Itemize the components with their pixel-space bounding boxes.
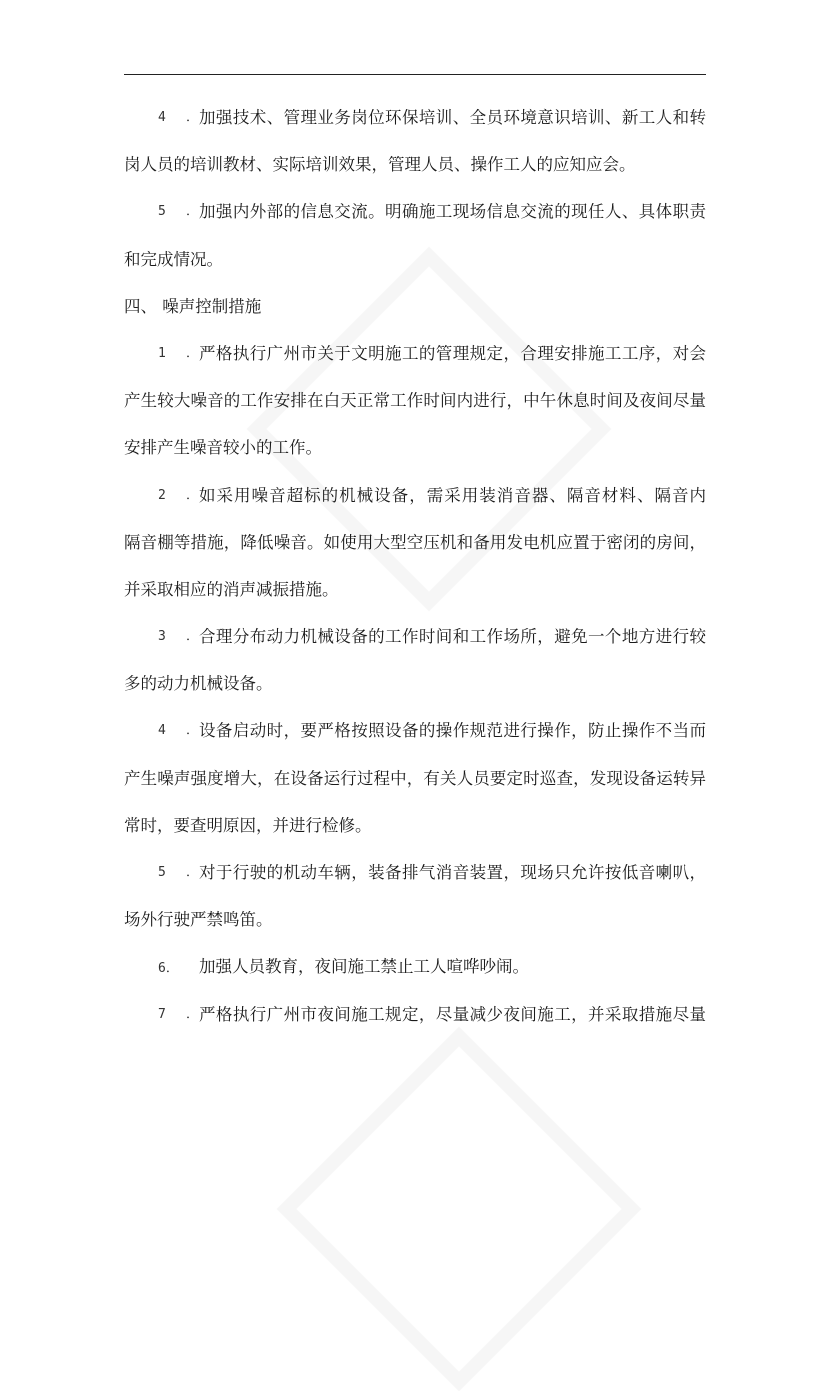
list-number: 7． [158,1006,199,1022]
paragraph-line: 隔音棚等措施，降低噪音。如使用大型空压机和备用发电机应置于密闭的房间， [124,532,706,552]
paragraph-line [124,188,706,235]
paragraph-text: 加强内外部的信息交流。明确施工现场信息交流的现任人、具体职责 [199,202,706,222]
list-number: 6． [158,961,179,977]
section-heading: 四、 噪声控制措施 [124,296,262,316]
paragraph-line [124,707,706,754]
document-body [124,94,706,1038]
paragraph-line: 常时，要查明原因，并进行检修。 [124,815,372,835]
paragraph-text: 合理分布动力机械设备的工作时间和工作场所，避免一个地方进行较 [199,627,706,647]
paragraph-text: 严格执行广州市关于文明施工的管理规定，合理安排施工工序，对会 [199,343,706,363]
watermark [277,1027,642,1391]
list-number: 3． [158,629,199,645]
paragraph-text: 加强人员教育，夜间施工禁止工人喧哗吵闹。 [199,957,529,977]
paragraph-line: 场外行驶严禁鸣笛。 [124,910,273,930]
list-number: 5． [158,865,199,880]
paragraph-text: 对于行驶的机动车辆，装备排气消音装置，现场只允许按低音喇叭， [199,863,706,882]
paragraph-line [124,94,706,141]
paragraph-line: 安排产生噪音较小的工作。 [124,438,322,458]
paragraph-text: 如采用噪音超标的机械设备，需采用装消音器、隔音材料、隔音内 [199,485,706,505]
list-number: 5． [158,204,199,220]
list-number: 1． [158,345,199,361]
paragraph-line [124,613,706,660]
list-number: 2． [158,487,199,503]
paragraph-text: 严格执行广州市夜间施工规定，尽量减少夜间施工，并采取措施尽量 [199,1004,706,1024]
paragraph-line: 岗人员的培训教材、实际培训效果，管理人员、操作工人的应知应会。 [124,155,636,175]
paragraph-line [124,472,706,519]
paragraph-line [124,849,706,896]
paragraph-text: 设备启动时，要严格按照设备的操作规范进行操作，防止操作不当而 [199,721,706,741]
paragraph-line: 产生噪声强度增大，在设备运行过程中，有关人员要定时巡查，发现设备运转异 [124,768,706,788]
list-number: 4． [158,110,199,125]
paragraph-line: 多的动力机械设备。 [124,674,273,694]
paragraph-line: 和完成情况。 [124,249,223,269]
paragraph-text: 加强技术、管理业务岗位环保培训、全员环境意识培训、新工人和转 [199,108,706,127]
header-rule [124,74,706,75]
paragraph-line: 产生较大噪音的工作安排在白天正常工作时间内进行，中午休息时间及夜间尽量 [124,391,706,411]
paragraph-line [124,943,706,990]
list-number: 4． [158,723,199,739]
paragraph-line [124,991,706,1038]
paragraph-line [124,330,706,377]
paragraph-line: 并采取相应的消声减振措施。 [124,579,339,599]
